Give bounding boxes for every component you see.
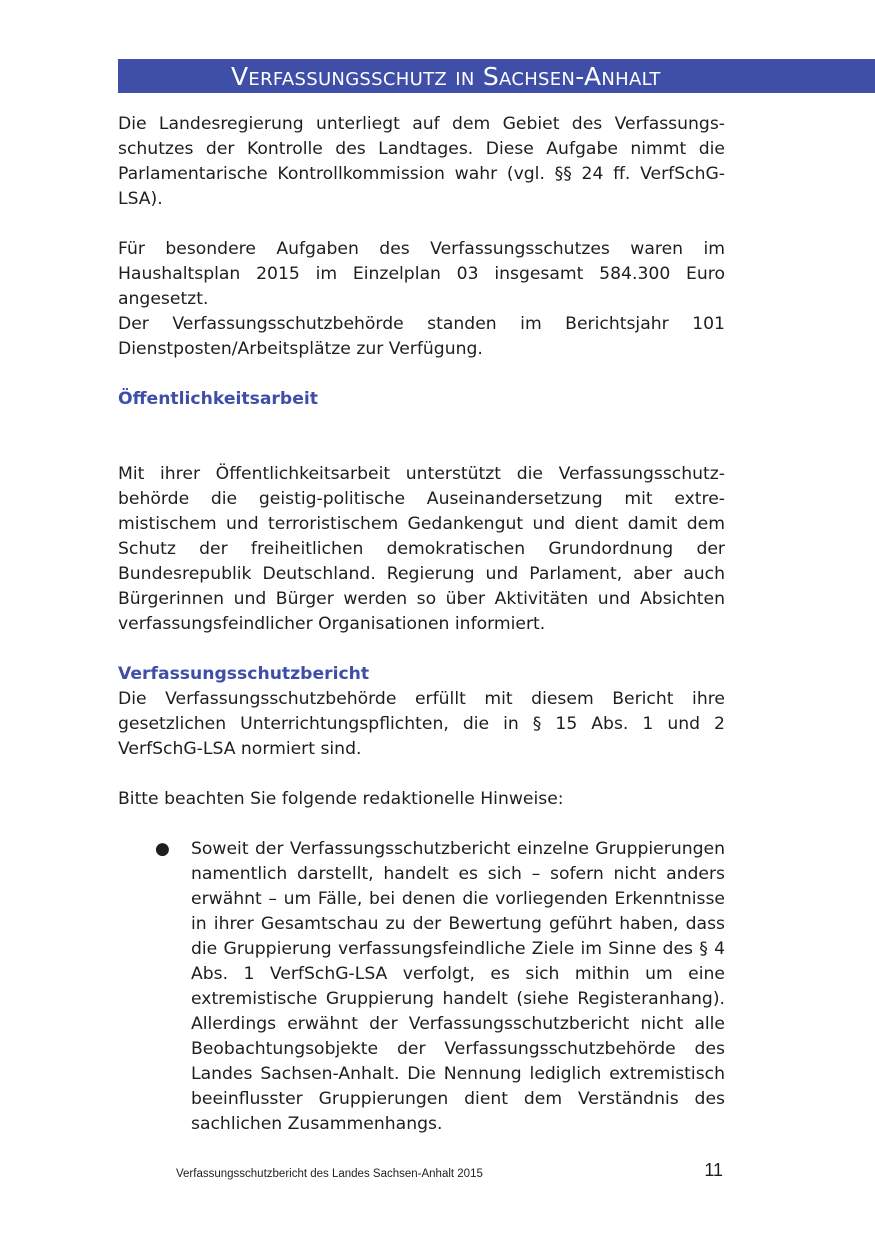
section-heading-oeffentlichkeitsarbeit: Öffentlichkeitsarbeit [118,389,318,409]
chapter-header-bar [118,59,875,93]
hinweise-list [118,837,725,1137]
paragraph-unterrichtungspflichten: Die Verfassungsschutzbehörde erfüllt mit diesem Bericht ihre gesetzlichen Unterrichtungspflichten, die in § 15 Abs. 1 und 2 VerfSchG-LSA normiert sind. [118,689,725,759]
subheading-verfassungsschutzbericht: Verfassungsschutzbericht [118,664,370,684]
paragraph-kontrolle: Die Landesregierung unterliegt auf dem Gebiet des Verfassungsschutzes der Kontrolle des Landtages. Diese Aufgabe nimmt die Parlamentarische Kontrollkommission wahr (vgl. §§ 24 ff. VerfSchG-LSA). [118,114,725,209]
spacer [118,437,725,462]
spacer [118,212,725,237]
page-content [118,112,725,1137]
bullet-icon: ● [155,839,170,859]
page-number: 11 [704,1160,723,1180]
paragraph-hinweise-intro: Bitte beachten Sie folgende redaktionelle Hinweise: [118,789,564,809]
chapter-title: Verfassungsschutz in Sachsen-Anhalt [231,62,661,91]
spacer [118,362,725,387]
paragraph-oeffentlichkeitsarbeit: Mit ihrer Öffentlichkeitsarbeit unterstützt die Verfassungsschutzbehörde die geistig-politische Auseinandersetzung mit extremistischem und terroristischem Gedankengut und dient damit dem Schutz der freiheitlichen demokratischen Grundordnung der Bundesrepublik Deutschland. Regierung und Parlament, aber auch Bürgerinnen und Bürger werden so über Aktivitäten und Absichten verfassungsfeindlicher Organisationen informiert. [118,464,725,634]
spacer [118,812,725,837]
spacer [118,637,725,662]
list-item [118,837,725,1137]
paragraph-dienstposten: Der Verfassungsschutzbehörde standen im Berichtsjahr 101 Dienstposten/Arbeitsplätze zur Verfügung. [118,314,725,359]
list-item-text: Soweit der Verfassungsschutzbericht einzelne Gruppierungen namentlich darstellt, handelt es sich – sofern nicht anders erwähnt – um Fälle, bei denen die vorliegenden Erkenntnisse in ihrer Gesamtschau zu der Bewertung geführt haben, dass die Gruppierung verfassungsfeindliche Ziele im Sinne des § 4 Abs. 1 VerfSchG-LSA verfolgt, es sich mithin um eine extremistische Gruppierung handelt (siehe Registeranhang). Allerdings erwähnt der Verfassungsschutzbericht nicht alle Beobachtungsobjekte der Verfassungsschutzbehörde des Landes Sachsen-Anhalt. Die Nennung lediglich extremistisch beeinflusster Gruppierungen dient dem Verständnis des sachlichen Zusammenhangs. [191,839,725,1134]
paragraph-haushalt: Für besondere Aufgaben des Verfassungsschutzes waren im Haushaltsplan 2015 im Einzelplan 03 insgesamt 584.300 Euro angesetzt. [118,239,725,309]
page-footer: Verfassungsschutzbericht des Landes Sachsen-Anhalt 2015 [176,1168,483,1180]
spacer [118,762,725,787]
spacer [118,412,725,437]
